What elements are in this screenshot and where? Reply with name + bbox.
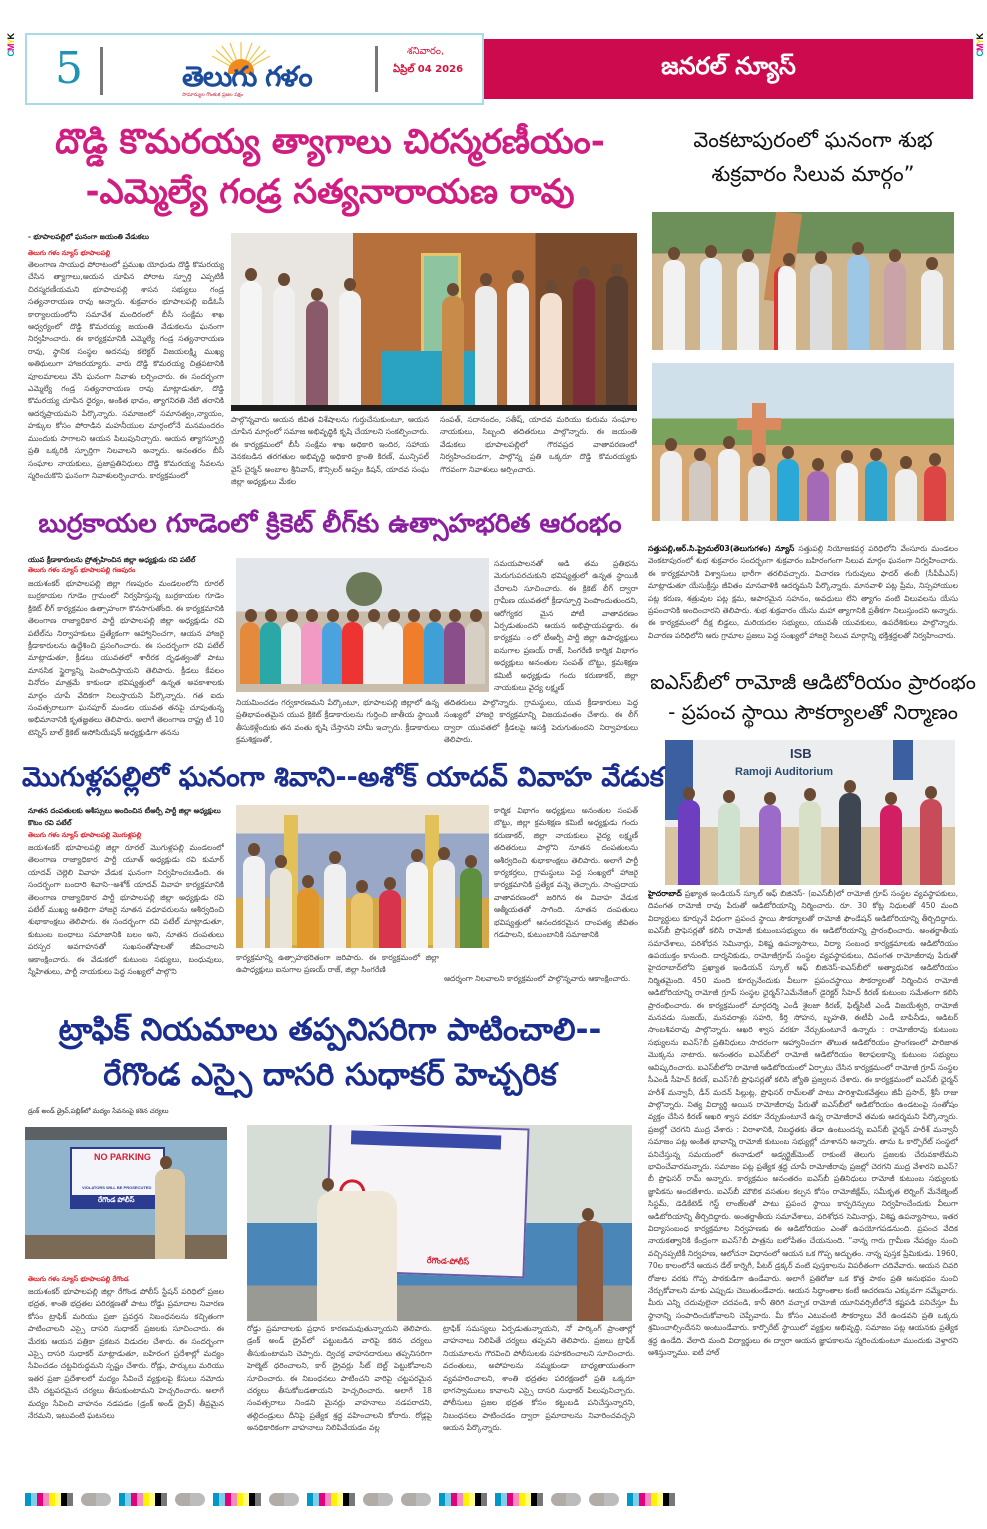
auditorium-sign: Ramoji Auditorium xyxy=(735,766,833,778)
wedding-guests xyxy=(236,845,489,948)
color-swatch-group xyxy=(495,1493,543,1506)
gray-balance-pill xyxy=(589,1493,619,1506)
dignitaries-group xyxy=(665,786,955,885)
headline-komaraiah-line1: దొడ్డి కొమరయ్య త్యాగాలు చిరస్మరణీయం- xyxy=(55,122,605,162)
section-title-bar xyxy=(484,39,973,99)
logo-wordmark: తెలుగు గళం xyxy=(182,60,312,93)
color-swatch-group xyxy=(307,1493,355,1506)
article-dateline: సత్తుపల్లి,ఆర్.సి.ప్రైమల్03(తెలుగుగళం) న్యూస్ xyxy=(648,544,795,553)
photo-cricket-league-team xyxy=(236,558,489,692)
article-kicker: యువ క్రీడాకారులను ప్రోత్సహించిన జిల్లా అధ్యక్షుడు రవి పటేల్ xyxy=(28,556,196,564)
issue-day: శనివారం, xyxy=(407,46,445,57)
article-body xyxy=(648,888,958,1438)
gray-balance-pill xyxy=(363,1493,393,1506)
procession-crowd xyxy=(652,253,954,350)
issue-date: ఏప్రిల్ 04 2026 xyxy=(393,64,464,75)
article-dateline: తెలుగు గళం న్యూస్ భూపాలపల్లి గణపురం xyxy=(28,566,136,574)
gray-balance-pill xyxy=(81,1493,111,1506)
article-dateline: హైదరాబాద్ xyxy=(648,889,682,898)
article-body-col3: సమయపాలనతో ఆడి తమ ప్రతిభను మెరుగుపరచుకుని భవిష్యత్తులో ఉన్నత స్థాయికి చేరాలని సూచించారు. ఈ క్రికెట్ లీగ్ ద్వారా గ్రామీణ యువతలో క్రీడాస్ఫూర్తి పెంపొందుతుందని, ఆరోగ్యకర మైన పోటీ వాతావరణం ఏర్పడుతుందని ఆయన అభిప్రాయపడ్డారు. ఈ కార్యక్రమ ంలో టీఆర్పీ పార్టీ జిల్లా ఉపాధ్యక్షులు ఐనుగాల ప్రణయ్ రాజ్, సింగరేణి కార్మిక విభాగం అధ్యక్షులు అనంతుల సంపత్ బొట్టు, క్రమశిక్షణ కమిటీ అధ్యక్షుడు గందు కరుణాకర్, జిల్లా నాయకులు వైద్య లక్ష్మణ్ xyxy=(494,559,638,693)
cricket-players-group xyxy=(236,604,489,692)
article-dateline: తెలుగు గళం న్యూస్ భూపాలపల్లి మొగుళ్లపల్లి xyxy=(28,831,142,839)
masthead-divider xyxy=(100,47,103,95)
color-swatch-group xyxy=(25,1493,73,1506)
article-body xyxy=(648,543,958,661)
isb-sign: ISB xyxy=(790,746,812,761)
gray-balance-pill xyxy=(269,1493,299,1506)
color-swatch-group xyxy=(119,1493,167,1506)
article-body-col1: జయశంకర్ భూపాలపల్లి జిల్లా గణపురం మండలంలోని రూరల్ బుర్రకాయల గూడెం గ్రామంలో నిర్వహిస్తున్న బుర్రకాయల గూడెం క్రికెట్ లీగ్ కార్యక్రమం ఉత్సాహంగా కొనసాగుతోంది. ఈ కార్యక్రమానికి తెలంగాణ రాజ్యాధికార పార్టీ భూపాలపల్లి జిల్లా అధ్యక్షుడు రవి పటేల్‌ను నిర్వాహకులు ప్రత్యేకంగా ఆహ్వానించగా, ఆయన హాజరై క్రీడాకారులను ఉద్దేశించి ప్రసంగించారు. ఈ సందర్భంగా రవి పటేల్ మాట్లాడుతూ, క్రీడలు యువతలో శారీరక దృఢత్వంతో పాటు మానసిక స్థైర్యాన్ని పెంపొందిస్తాయని తెలిపారు. క్రీడలు కేవలం వినోదం మాత్రమే కాకుండా భవిష్యత్తులో ఉన్నత అవకాశాలకు మార్గం చూపే వేదికగా నిలుస్తాయని పేర్కొన్నారు. గత ఐదు సంవత్సరాలుగా ఘనపూర్ మండల యువత తనపై చూపుతున్న అభిమానానికి కృతజ్ఞతలు తెలిపారు. అలాగే తెలంగాణ రాష్ట్ర టీ 10 టెన్నిస్ బాల్ క్రికెట్ అసోసియేషన్ అధ్యక్షుడిగా తనను xyxy=(28,579,224,737)
article-body-col2: నియమించడం గర్వకారణమని పేర్కొంటూ, భూపాలపల్లి జిల్లాలో ఉన్న ప్రతిభావంతమైన యువ క్రికెట్ క్రీడాకారులను గుర్తించి జాతీయ స్థాయికి తీసుకెళ్లేందుకు తన వంతు కృషి చేస్తానని హామీ ఇచ్చారు. క్రీడాకారులు క్రమశిక్షణతో, xyxy=(236,698,439,745)
gray-balance-pill xyxy=(175,1493,205,1506)
police-officer xyxy=(155,1169,185,1259)
headline-wedding: మొగుళ్లపల్లిలో ఘనంగా శివాని--అశోక్ యాదవ్ వివాహ వేడుక xyxy=(22,762,664,793)
article-body-col4: ఆదర్శంగా నిలవాలని కార్యక్రమంలో పాల్గొన్నవారు ఆకాంక్షించారు. xyxy=(444,974,631,983)
awareness-banner: రేగొండ-పోలీస్ xyxy=(324,1125,529,1278)
article-body-col1: జయశంకర్ భూపాలపల్లి జిల్లా రూరల్ మొగుళ్లపల్లి మండలంలో తెలంగాణ రాజ్యాధికార పార్టీ యూత్ అధ్యక్షుడు రవి కుమార్ యాదవ్ చెల్లెలి వివాహ వేడుక ఘనంగా నిర్వహించబడింది. ఈ సందర్భంగా బందారి శివాని--అశోక్ యాదవ్ వివాహ కార్యక్రమానికి తెలంగాణ రాజ్యాధికార పార్టీ భూపాలపల్లి జిల్లా అధ్యక్షుడు రవి పటేల్ ముఖ్య అతిథిగా హాజరై నూతన వధూవరులను ఆశీర్వదించి శుభాకాంక్షలు తెలిపారు. ఈ సందర్భంగా రవి పటేల్ మాట్లాడుతూ, కుటుంబ బంధాలు సమాజానికి బలం అని, నూతన దంపతులు పరస్పర అవగాహనతో సుఖసంతోషాలతో జీవించాలని ఆకాంక్షించారు. ఈ వేడుకలో కుటుంబ సభ్యులు, బంధువులు, స్నేహితులు, పార్టీ నాయకులు పెద్ద సంఖ్యలో పాల్గొని xyxy=(28,843,224,977)
group-of-people xyxy=(231,254,637,411)
photo-no-parking-officer xyxy=(25,1127,227,1259)
headline-traffic-line2: రేగొండ ఎస్సై దాసరి సుధాకర్ హెచ్చరిక xyxy=(103,1057,557,1093)
logo-tagline: సామాన్యుల గొంతుక ప్రజల పక్షం xyxy=(182,92,244,98)
article-kicker: - భూపాలపల్లిలో ఘనంగా జయంతి వేడుకలు xyxy=(28,233,149,241)
article-body-col3: సంపత్, సదానందం, సతీష్, యాదవ మరియు కురుమ సంఘాల నాయకులు, సిబ్బంది తదితరులు పాల్గొన్నారు. ఈ జయంతి వేడుకలు భూపాలపల్లిలో గౌరవప్రద వాతావరణంలో నిర్వహించబడగా, పాల్గొన్న ప్రతి ఒక్కరూ దొడ్డి కొమరయ్యకు గౌరవంగా నివాళులు అర్పించారు. xyxy=(440,415,637,474)
tree xyxy=(346,572,382,606)
article-body-col2: రోడ్డు ప్రమాదాలకు ప్రధాన కారణమవుతున్నాయని తెలిపారు. డ్రంక్ అండ్ డ్రైవ్‌లో పట్టుబడిన వారిపై కఠిన చర్యలు తీసుకుంటామని చెప్పారు. ద్విచక్ర వాహనదారులు తప్పనిసరిగా హెల్మెట్ ధరించాలని, కార్ డ్రైవర్లు సీట్ బెల్ట్ పెట్టుకోవాలని సూచించారు. ఈ నిబంధనలు పాటించని వారిపై చట్టపరమైన చర్యలు తీసుకోబడతాయని హెచ్చరించారు. అలాగే 18 సంవత్సరాలు నిండని మైనర్లు వాహనాలు నడపరాదని, తల్లిదండ్రులు దీనిపై ప్రత్యేక శ్రద్ధ వహించాలని కోరారు. రోడ్లపై అనధికారికంగా వాహనాలు నిలిపివేయడం వల్ల xyxy=(247,1324,432,1433)
article-body-text: సత్తుపల్లి నియోజకవర్గ పరిధిలోని వేంసూరు మండలం వెంకటాపురంలో శుభ శుక్రవారం సందర్భంగా శుక్రవారం బహిరంగంగా సిలువ మార్గం ఘనంగా నిర్వహించారు. ఈ కార్యక్రమానికి విశ్వాసులు భారీగా తరలివచ్చారు. విచారణ గురువులు ఫాదర్ తంబీ (సీపీపీఎస్) మాట్లాడుతూ యేసుక్రీస్తు జీవితం మానవాళికి ఆదర్శమని పేర్కొన్నారు. మానవాళి పట్ల ప్రేమ, నిస్సహాయుల పట్ల కరుణ, శత్రువుల పట్ల క్షమ, అపారమైన సహనం, అవధులు లేని త్యాగం వంటి విలువలను యేసు ప్రపంచానికి అందించారని తెలిపారు. శుభ శుక్రవారం యేసు మహా త్యాగానికి ప్రతీకగా నిలుస్తుందని అన్నారు. ఈ కార్యక్రమంలో దీక్ష బిడ్డలు, మరియదల సభ్యులు, యువతీ యువకులు, ఉపదేశికులు పాల్గొన్నారు. విచారణ పరిధిలోని ఆరు గ్రామాల ప్రజలు పెద్ద సంఖ్యలో హాజరై సిలువ మార్గాన్ని భక్తిశ్రద్ధలతో నిర్వహించారు. xyxy=(648,544,958,640)
article-body-col2: పాల్గొన్నవారు ఆయన జీవిత విశేషాలను గుర్తుచేసుకుంటూ, ఆయన చూపిన మార్గంలో సమాజ అభివృద్ధికి కృషి చేయాలని సంకల్పించారు. ఈ కార్యక్రమంలో బీసీ సంక్షేమ శాఖ అధికారి ఇందిర, సహాయ వెనకబడిన తరగతుల అభివృద్ధి అధికారి క్రాంతి కిరణ్, మున్సిపల్ వైస్ చైర్మన్ అంబాల శ్రీనివాస్, కౌన్సిలర్ అప్పం కిషన్, యాదవ సంఘ జిల్లా అధ్యక్షులు మేకల xyxy=(231,415,429,487)
article-body-col2: కార్యక్రమాన్ని ఉత్సాహభరితంగా జరిపారు. ఈ కార్యక్రమంలో జిల్లా ఉపాధ్యక్షులు ఐనుగాల ప్రణయ్ రాజ్, జిల్లా సింగరేణి xyxy=(236,953,439,975)
article-dateline: తెలుగు గళం న్యూస్ భూపాలపల్లి రేగొండ xyxy=(28,1275,129,1283)
article-body-col1: తెలంగాణ సాయుధ పోరాటంలో ప్రముఖ యోధుడు దొడ్డి కొమరయ్య చేసిన త్యాగాలు,ఆయన చూపిన పోరాట స్ఫూర్తి ఎప్పటికీ చిరస్మరణీయమని భూపాలపల్లి శాసన సభ్యులు గండ్ర సత్యనారాయణ రావు అన్నారు. శుక్రవారం భూపాలపల్లి ఐడీఓసీ కార్యాలయంలోని సమావేశ మందిరంలో బీసీ సంక్షేమ శాఖ ఆధ్వర్యంలో దొడ్డి కొమరయ్య జయంతి వేడుకలను ఘనంగా నిర్వహించారు. ఈ కార్యక్రమానికి ఎమ్మెల్యే గండ్ర సత్యనారాయణ రావు, స్థానిక సంస్థల అదనపు కలెక్టర్ విజయలక్ష్మి ముఖ్య అతిథులుగా హాజరయ్యారు. వారు దొడ్డి కొమరయ్య చిత్రపటానికి పూలమాలలు వేసి ఘనంగా నివాళు లర్పించారు. ఈ సందర్భంగా ఎమ్మెల్యే గండ్ర సత్యనారాయణ రావు మాట్లాడుతూ, దొడ్డి కొమరయ్య చూపిన ధైర్యం, అంకిత భావం, త్యాగనిరతి నేటి తరానికి ఆదర్శప్రాయమని పేర్కొన్నారు. సమాజంలో సమానత్వం,న్యాయం, హక్కుల కోసం పోరాడిన మహనీయుల మార్గంలోనే మనమందరం ముందుకు సాగాలని ఆయన పిలుపునిచ్చారు. ఆయన త్యాగస్ఫూర్తి ప్రతి ఒక్కరికి స్ఫూర్తిగా నిలవాలని అన్నారు. అనంతరం బీసీ సంఘాల నాయకులు, ప్రజాప్రతినిధులు దొడ్డి కొమరయ్య సేవలను స్మరించుకొని ఘనంగా నివాళులర్పించారు. కార్యక్రమంలో xyxy=(28,260,224,480)
color-swatch-group xyxy=(213,1493,261,1506)
article-body-text: ప్రఖ్యాత ఇండియన్ స్కూల్ ఆఫ్ బిజినెస్- (ఐఎస్‌బీ)లో రామోజీ గ్రూప్ సంస్థల వ్యవస్థాపకులు, దివంగత రామోజీ రావు పేరుతో ఆడిటోరియాన్ని నిర్మించారు. రూ. 30 కోట్ల నిధులతో 450 మంది విద్యార్థులు కూర్చునే విధంగా ప్రపంచ స్థాయి సౌకర్యాలతో రామోజీ ఫౌండేషన్ ఆడిటోరియాన్ని తీర్చిదిద్దారు. ఐఎస్‌బీ ప్రొఫెసర్లతో కలిసి రామోజీ కుటుంబసభ్యులు ఈ ఆడిటోరియాన్ని ప్రారంభించారు. అంతర్జాతీయ సమావేశాలు, పరిశోధన సెమినార్లు, విశిష్ట ఉపన్యాసాలు, విద్యా సంబంధ కార్యక్రమాలకు ఆడిటోరియం ఉపయుక్తం కానుంది. దార్శనికుడు, రామోజీగ్రూప్ సంస్థల వ్యవస్థాపకులు, దివంగత రామోజీరావు పేరుతో హైదరాబాద్‌లోని ప్రఖ్యాత ఇండియన్ స్కూల్ ఆఫ్ బిజినెస్-ఐఎస్‌బీలో అత్యాధునిక ఆడిటోరియం నిర్మితమైంది. 450 మంది కూర్చునేందుకు వీలుగా ప్రపంచస్థాయి సౌకర్యాలతో నిర్మించిన రామోజీ ఆడిటోరియాన్ని రామోజీ గ్రూప్ సంస్థల ఛైర్మన్?ఎమేనేజింగ్ డైరెక్టర్ సీహెచ్ కిరణ్ కుటుంబ సమేతంగా కలిసి ప్రారంభించారు. ఈ కార్యక్రమంలో మార్గదర్శి ఎండీ శైలజా కిరణ్, ఫిల్మ్‌సిటీ ఎండీ విజయేశ్వరి, రామోజీ మనవడు సుజయ్, మనవరాళ్లు సహరి, కీర్తి సోహన, బృహతి, ఈటీవీ ఎండీ బాపినీడు, ఆడిటర్ సాంబశివరావు పాల్గొన్నారు. ఆఖరి శ్వాస వరకూ నేర్చుకుంటూనే ఉన్నారు : రామోజీరావు కుటుంబ సభ్యులను ఐఎస్?బీ ప్రతినిధులు సాదరంగా ఆహ్వానించగా తొలుత ఆడిటోరియం ప్రాంగణంలో పారిజాత మొక్కను నాటారు. అనంతరం ఐఎస్‌బీలో రామోజీ ఆడిటోరియం శిలాఫలకాన్ని కుటుంబ సభ్యులు ఆవిష్కరించారు. ఐఎస్‌బీలోని రామోజీ ఆడిటోరియంలో ఏర్పాటు చేసిన కార్యక్రమంలో రామోజీ గ్రూప్ సంస్థల సీఎండీ సీహెచ్ కిరణ్, ఐఎస్?బీ ప్రొఫెసర్లతో కలిసి జ్యోతి ప్రజ్వలన చేశారు. ఈ కార్యక్రమంలో ఐఎస్‌బీ ఛైర్మన్ హరీశ్ మన్వానీ, డీన్ మదన్ పిల్లుట్ల, ప్రొఫెసర్ రామ్‌లతో పాటు పారిశ్రామికవేత్తలు జీవీ ప్రసాద్, శ్రీసీ రాజు పాల్గొన్నారు. నిత్య విద్యార్థి అయిన రామోజీరావు పేరుతో ఐఎస్‌బీలో ఆడిటోరియం ఉండటంపై సంతోషం వ్యక్తం చేసిన కిరణ్ ఆఖరి శ్వాస వరకూ నేర్చుకుంటూనే ఉన్న రామోజీరావే తమకు ఆదర్శమని పేర్కొన్నారు. ప్రజల్లో చెరగని ముద్ర వేశారు : విరాళానికి, నిబద్ధతకు తేడా ఉంటుందన్న ఐఎస్‌బీ ఛైర్మన్ హరీశ్ మన్వానీ సమాజం పట్ల అంకిత భావాన్ని రామోజీ కుటుంబ సభ్యుల్లో చూశానని అన్నారు. తాను ఓ కార్పొరేట్ సంస్థలో పనిచేస్తున్న సమయంలో ఈనాడులో అడ్వర్టైజ్‌మెంట్ రాకుంటే తెలుగు ప్రజలకు చేరువకాలేమని భావించేవారమన్నారు. సమాజం పట్ల ప్రత్యేక శ్రద్ధ చూపే రామోజీరావు ప్రజల్లో చెరగని ముద్ర వేశారని ఐఎస్?బీ ప్రొఫెసర్ రామ్ అన్నారు. కార్యక్రమం అనంతరం ఐఎస్‌బీ ప్రతినిధులు రామోజీ కుటుంబ సభ్యులకు జ్ఞాపికను అందజేశారు. ఐఎస్‌బీ మౌలిక వసతుల కల్పన కోసం రామోజీక్షేమ్, సమీకృత లెర్నింగ్ మేనేజ్మెంట్ సిస్టమ్, డెడికేటెడ్ గెస్ట్ లాంజ్‌లతో పాటు ప్రపంచ స్థాయి కాన్ఫరెన్సులు నిర్వహించేందుకు వీలుగా ఆడిటోరియాన్ని తీర్చిదిద్దారు. అంతర్జాతీయ సమావేశాలు, పరిశోధన సెమినార్లు, విశిష్ట ఉపన్యాసాలు, ఇతర విద్యాసంబంధ కార్యక్రమాల నిర్వహణకు ఈ ఆడిటోరియం ఎంతో ఉపయోగపడనుంది. ప్రపంచ వేదిక నాయకత్వానికి కేంద్రంగా ఐఎస్?బీ పాత్రను బలోపేతం చేయనుంది. “నాన్న గారు గ్రామీణ నేపథ్యం నుంచి వచ్చినప్పటికీ నిర్వహణ, ఆలోచనా విధానంలో ఆయన ఒక గొప్ప అద్భుతం. నాన్న పుస్తక ప్రేమికుడు. 1960, 70ల కాలంలోనే ఆయన డేల్ కార్నెగీ, పీటర్ డ్రక్కర్ వంటి పుస్తకాలను విపరీతంగా చదివేవారు. ఆయన చివరి రోజుల వరకు గొప్ప పాఠకుడిగా ఉండేవారు. అలాగే ప్రతిరోజు ఒక కొత్త పాఠం ప్రతి అనుభవం నుంచి నేర్చుకోవాలని మాకు ఎప్పుడు చెబుతుండేవారు. ఆయన సిద్ధాంతాల కంటే ఆచరణను ఎక్కువగా నమ్మేవారు. మీరు ఎన్ని చదువులైనా చదవండి, కానీ తిరిగి వచ్చాక రామోజీ యూనివర్సిటీలోనే కష్టపడి పనిచేస్తూ మీ స్థానాన్ని సంపాదించుకోవాలని చెప్పేవారు. మీ కోసం ఎటువంటి సౌకర్యాలు వేరే ఉండవని ప్రతి ఒక్కరు శ్రమించాల్సిందేనని అంటుండేవారు. కార్పొరేట్ స్థాయిలో వ్యక్తుల అభివృద్ధి, సమాజం పట్ల ఆయనకు ప్రత్యేక శ్రద్ధ ఉండేది. వేలాది మంది విద్యార్థులు ఈ ద్వారా ఆయన జ్ఞాపకాలను స్మరించుకుంటూ ముందుకు వెళ్తారని ఆశిస్తున్నాము. ఐటీ హాల్ xyxy=(648,889,958,1358)
headline-venkatapuram-line1: వెంకటాపురంలో ఘనంగా శుభ xyxy=(693,128,933,152)
kneeling-congregation xyxy=(652,434,954,521)
print-registration-color-bar xyxy=(25,1493,683,1507)
headline-komaraiah-line2: -ఎమ్మెల్యే గండ్ర సత్యనారాయణ రావు xyxy=(85,172,575,212)
article-body-col3: కార్మిక విభాగం అధ్యక్షులు అనంతుల సంపత్ బొట్టు, జిల్లా క్రమశిక్షణ కమిటీ అధ్యక్షుడు గందు కరుణాకర్, జిల్లా నాయకులు వైద్య లక్ష్మణ్ తదితరులు పాల్గొని నూతన దంపతులను ఆశీర్వదించి శుభాకాంక్షలు తెలిపారు. అలాగే పార్టీ కార్యకర్తలు, గ్రామస్థులు పెద్ద సంఖ్యలో హాజరై కార్యక్రమానికి ప్రత్యేక వన్నె తెచ్చారు. సాంప్రదాయ వాతావరణంలో జరిగిన ఈ వివాహ వేడుక ఆత్మీయతతో సాగింది. నూతన దంపతులు భవిష్యత్తులో ఆనందకరమైన దాంపత్య జీవితం గడపాలని, కుటుంబానికి సమాజానికి xyxy=(494,806,638,940)
article-body-col3: ట్రాఫిక్ సమస్యలు ఏర్పడుతున్నాయని, నో పార్కింగ్ ప్రాంతాల్లో వాహనాలు నిలిపితే చర్యలు తప్పవని తెలిపారు. ప్రజలు ట్రాఫిక్ నియమాలను గౌరవించి పోలీసులకు సహకరించాలని సూచించారు. వదంతులు, అపోహలను నమ్మకుండా బాధ్యతాయుతంగా వ్యవహరించాలని, శాంతి భద్రతల పరిరక్షణలో ప్రతి ఒక్కరూ భాగస్వాములు కావాలని ఎస్సై దాసరి సుధాకర్ పిలుపునిచ్చారు. పోలీసులు ప్రజల భద్రత కోసం కట్టుబడి పనిచేస్తున్నారని, నిబంధనలు పాటించడం ద్వారా ప్రమాదాలను నివారించవచ్చని ఆయన పేర్కొన్నారు. xyxy=(443,1324,635,1433)
article-kicker: నూతన దంపతులకు ఆశీస్సులు అందించిన టీఆర్పీ పార్టీ జిల్లా అధ్యక్షులు కొటం రవి పటేల్ xyxy=(28,807,221,827)
page-number: 5 xyxy=(55,43,83,94)
photo-cross-prayer-gathering xyxy=(652,363,954,521)
police-sub-inspector xyxy=(317,1191,397,1321)
photo-cross-procession xyxy=(652,212,954,350)
bystander xyxy=(577,1221,603,1321)
photo-traffic-awareness-banner xyxy=(247,1125,632,1321)
article-dateline: తెలుగు గళం న్యూస్ భూపాలపల్లి xyxy=(28,249,111,257)
article-body-col1: జయశంకర్ భూపాలపల్లి జిల్లా రేగొండ పోలీస్ స్టేషన్ పరిధిలో ప్రజల భద్రత, శాంతి భద్రతల పరిరక్షణతో పాటు రోడ్డు ప్రమాదాల నివారణ కోసం ట్రాఫిక్ మరియు ప్రజా ప్రవర్తన నిబంధనలను కచ్చితంగా పాటించాలని ఎస్సై దాసరి సుధాకర్ ప్రజలకు సూచించారు. ఈ మేరకు ఆయన పత్రికా ప్రకటన విడుదల చేశారు. ఈ సందర్భంగా ఎస్సై దాసరి సుధాకర్ మాట్లాడుతూ, బహిరంగ ప్రదేశాల్లో మద్యం సేవించడం చట్టవిరుద్ధమని స్పష్టం చేశారు. రోడ్లు, పార్కులు మరియు ఇతర ప్రజా ప్రదేశాలలో మద్యం సేవించే వ్యక్తులపై కేసులు నమోదు చేసి చట్టపరమైన చర్యలు తీసుకుంటామని హెచ్చరించారు. అలాగే మద్యం సేవించి వాహనం నడపడం (డ్రంక్ అండ్ డ్రైవ్) తీవ్రమైన నేరమని, ఇటువంటి ఘటనలు xyxy=(28,1287,224,1421)
masthead-divider xyxy=(375,46,378,92)
photo-wedding-ceremony xyxy=(236,805,489,948)
no-parking-banner: NO PARKING VIOLATORS WILL BE PROSECUTED రేగొండ పోలీస్ xyxy=(70,1147,165,1209)
headline-venkatapuram-line2: శుక్రవారం సిలువ మార్గం” xyxy=(711,162,915,186)
article-body-col4: తదితరులు పాల్గొన్నారు. గ్రామస్థులు, యువ క్రీడాకారులు పెద్ద సంఖ్యలో హాజరై కార్యక్రమాన్ని విజయవంతం చేశారు. ఈ లీగ్ ద్వారా యువతలో క్రీడలపై ఆసక్తి పెరుగుతుందని నిర్వాహకులు తెలిపారు. xyxy=(444,698,638,745)
gray-balance-pill xyxy=(401,1493,431,1506)
headline-isb-line2: - ప్రపంచ స్థాయి సౌకర్యాలతో నిర్మాణం xyxy=(668,700,958,724)
section-title: జనరల్ న్యూస్ xyxy=(661,52,796,80)
photo-ramoji-auditorium-inauguration xyxy=(665,740,955,885)
color-swatch-group xyxy=(627,1493,675,1506)
headline-isb-line1: ఐఎస్‌బీలో రామోజీ ఆడిటోరియం ప్రారంభం xyxy=(650,670,976,694)
article-kicker: డ్రంక్ అండ్ డ్రైవ్,పబ్లిక్‌లో మద్యం సేవనంపై కఠిన చర్యలు xyxy=(28,1107,169,1115)
headline-traffic-line1: ట్రాఫిక్ నియమాలు తప్పనిసరిగా పాటించాలి-- xyxy=(58,1012,602,1048)
color-swatch-group xyxy=(439,1493,487,1506)
gray-balance-pill xyxy=(551,1493,581,1506)
cmyk-registration-mark-right: CMYK xyxy=(975,34,985,57)
headline-cricket: బుర్రకాయల గూడెంలో క్రికెట్ లీగ్‌కు ఉత్సాహభరిత ఆరంభం xyxy=(38,509,622,539)
photo-komaraiah-jayanti xyxy=(231,233,637,411)
cmyk-registration-mark-left: CMYK xyxy=(6,34,16,57)
